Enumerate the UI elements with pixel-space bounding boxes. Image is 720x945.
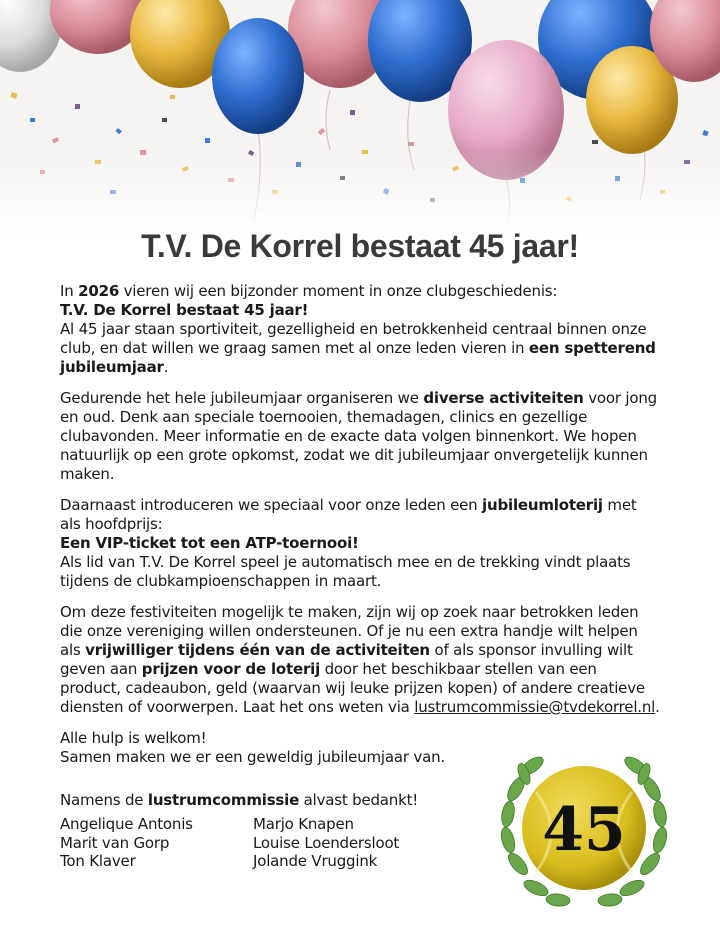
prizes-highlight: prijzen voor de loterij [141, 660, 321, 678]
lottery-prize: Een VIP-ticket tot een ATP-toernooi! [60, 534, 359, 552]
intro-highlight: een spetterend jubileumjaar [60, 339, 656, 376]
names-column-right [253, 815, 446, 871]
committee-member: Angelique Antonis [60, 815, 193, 833]
volunteer-highlight: vrijwilliger tijdens één van de activiteiten [85, 641, 430, 659]
activities-highlight: diverse activiteiten [423, 389, 584, 407]
intro-text: Al 45 jaar staan sportiviteit, gezelligheid en betrokkenheid centraal binnen onze club, en dat willen we graag samen met al onze leden vieren in [60, 320, 647, 357]
page-title: T.V. De Korrel bestaat 45 jaar! [141, 228, 579, 264]
letter-body [60, 282, 660, 822]
names-column-left [60, 815, 253, 871]
committee-highlight: lustrumcommissie [147, 791, 300, 809]
email-link[interactable]: lustrumcommissie@tvdekorrel.nl [414, 698, 656, 716]
committee-member: Jolande Vruggink [253, 852, 378, 870]
intro-headline: T.V. De Korrel bestaat 45 jaar! [60, 301, 309, 319]
help-paragraph: Om deze festiviteiten mogelijk te maken, zijn wij op zoek naar betrokken leden die onze vereniging willen ondersteunen. Of je nu een extra handje wilt helpen als vrijwilliger tijdens één van de activiteiten of als sponsor invulling wilt geven aan prijzen voor de loterij door het beschikbaar stellen van een product, cadeaubon, geld (waarvan wij leuke prijzen kopen) of andere creatieve diensten of voorwerpen. Laat het ons weten via lustrumcommissie@tvdekorrel.nl. [60, 603, 660, 716]
lottery-paragraph: Daarnaast introduceren we speciaal voor onze leden een jubileumloterij met als hoofdprijs: Een VIP-ticket tot een ATP-toernooi! Als lid van T.V. De Korrel speel je automatisch mee en de trekking vindt plaats tijdens de clubkampioenschappen in maart. [60, 496, 637, 590]
intro-paragraph: In 2026 vieren wij een bijzonder moment in onze clubgeschiedenis: T.V. De Korrel bestaat 45 jaar! Al 45 jaar staan sportiviteit, gezelligheid en betrokkenheid centraal binnen onze club, en dat willen we graag samen met al onze leden vieren in een spetterend jubileumjaar. [60, 282, 656, 376]
badge-number: 45 [542, 795, 626, 865]
committee-names [60, 815, 500, 871]
activities-paragraph: Gedurende het hele jubileumjaar organiseren we diverse activiteiten voor jong en oud. Denk aan speciale toernooien, themadagen, clinics en gezellige clubavonden. Meer informatie en de exacte data volgen binnenkort. We hopen natuurlijk op een grote opkomst, zodat we dit jubileumjaar onvergetelijk kunnen maken. [60, 389, 657, 483]
intro-text: vieren wij een bijzonder moment in onze clubgeschiedenis: [119, 282, 558, 300]
year-highlight: 2026 [78, 282, 120, 300]
intro-text: In [60, 282, 79, 300]
committee-member: Ton Klaver [60, 852, 136, 870]
committee-member: Marit van Gorp [60, 833, 170, 852]
committee-member: Louise Loendersloot [253, 833, 400, 852]
committee-member: Marjo Knapen [253, 815, 354, 833]
anniversary-laurel-badge [496, 744, 672, 910]
lottery-highlight: jubileumloterij [482, 496, 603, 514]
welcome-paragraph: Alle hulp is welkom! Samen maken we er een geweldig jubileumjaar van. [60, 729, 445, 766]
balloons-confetti-illustration [0, 0, 720, 240]
thanks-paragraph: Namens de lustrumcommissie alvast bedankt! [60, 791, 419, 809]
